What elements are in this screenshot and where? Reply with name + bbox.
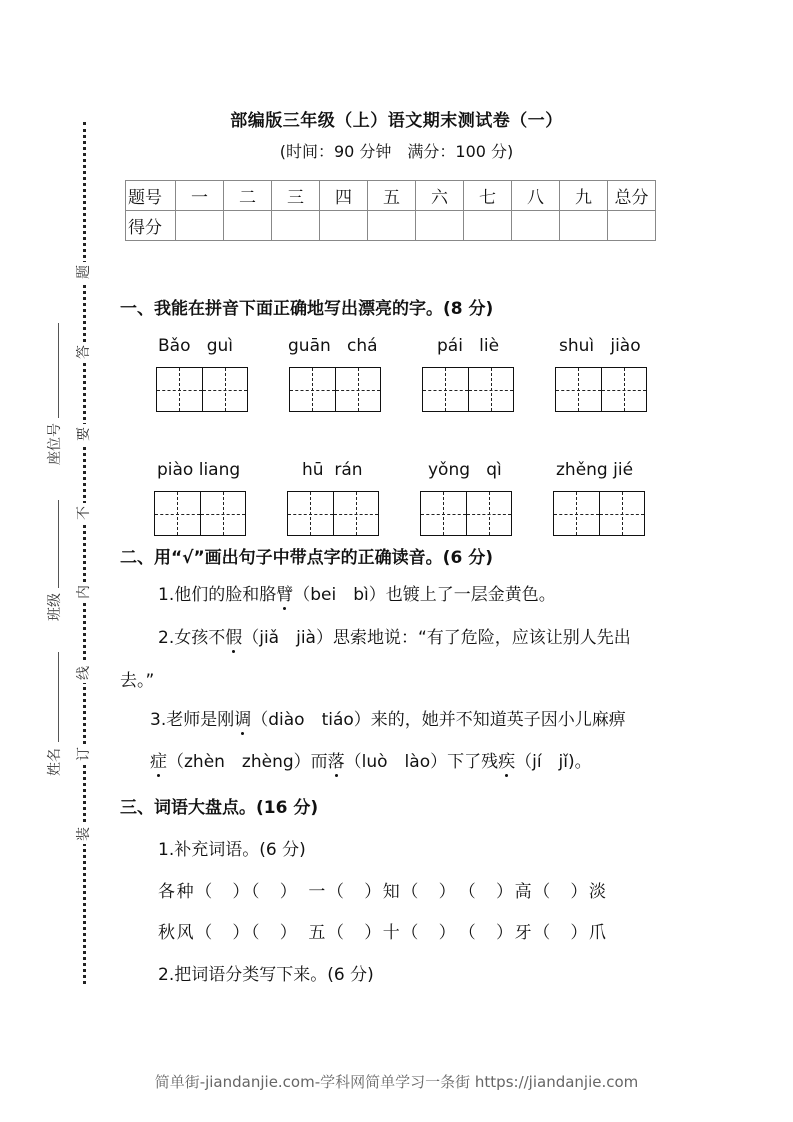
pinyin-label: shuì jiào bbox=[559, 336, 641, 356]
name-field[interactable] bbox=[58, 652, 59, 742]
writing-grid[interactable] bbox=[422, 367, 514, 412]
table-cell: 三 bbox=[272, 181, 320, 211]
binding-warning-char: 线 bbox=[74, 663, 94, 683]
text: （luò lào）下了残 bbox=[344, 752, 499, 772]
dotted-char: 假 bbox=[225, 623, 242, 648]
table-cell: 题号 bbox=[126, 181, 176, 211]
dotted-char: 臂 bbox=[276, 580, 293, 605]
score-cell[interactable] bbox=[224, 211, 272, 241]
fill-in-line[interactable]: 秋风（ ）（ ） 五（ ）十（ ） （ ）牙（ ）爪 bbox=[158, 923, 608, 943]
pinyin-label: yǒng qì bbox=[428, 460, 502, 480]
pinyin-label: piào liang bbox=[157, 460, 241, 480]
footer-watermark: 简单街-jiandanjie.com-学科网简单学习一条街 https://jiandanjie.com bbox=[154, 1073, 639, 1091]
table-cell: 八 bbox=[512, 181, 560, 211]
fill-in-line[interactable]: 各种（ ）（ ） 一（ ）知（ ） （ ）高（ ）淡 bbox=[158, 882, 608, 902]
score-cell[interactable] bbox=[560, 211, 608, 241]
dotted-char: 症 bbox=[150, 747, 167, 772]
question-2-2-continued: 去。” bbox=[120, 671, 155, 691]
table-cell: 得分 bbox=[126, 211, 176, 241]
binding-dotted-line bbox=[83, 122, 86, 984]
score-cell[interactable] bbox=[176, 211, 224, 241]
table-cell: 总分 bbox=[608, 181, 656, 211]
exam-title: 部编版三年级（上）语文期末测试卷（一） bbox=[230, 111, 563, 131]
score-cell[interactable] bbox=[272, 211, 320, 241]
writing-grid[interactable] bbox=[420, 491, 512, 536]
binding-warning-char: 不 bbox=[74, 503, 94, 523]
text: （jiǎ jià）思索地说：“有了危险，应该让别人先出 bbox=[242, 628, 631, 648]
score-cell[interactable] bbox=[368, 211, 416, 241]
name-label: 姓名 bbox=[47, 748, 63, 776]
writing-grid[interactable] bbox=[553, 491, 645, 536]
binding-warning-char: 装 bbox=[74, 824, 94, 844]
text: （jí jǐ)。 bbox=[515, 752, 592, 772]
table-cell: 二 bbox=[224, 181, 272, 211]
score-table bbox=[125, 180, 656, 241]
question-2-3 bbox=[150, 705, 626, 730]
table-cell: 七 bbox=[464, 181, 512, 211]
pinyin-label: pái liè bbox=[437, 336, 500, 356]
table-cell: 九 bbox=[560, 181, 608, 211]
score-cell[interactable] bbox=[608, 211, 656, 241]
text: 3.老师是刚 bbox=[150, 710, 235, 730]
score-cell[interactable] bbox=[320, 211, 368, 241]
writing-grid[interactable] bbox=[287, 491, 379, 536]
score-cell[interactable] bbox=[416, 211, 464, 241]
pinyin-label: hū rán bbox=[302, 460, 363, 480]
pinyin-label: zhěng jié bbox=[556, 460, 634, 480]
table-cell: 一 bbox=[176, 181, 224, 211]
binding-warning-char: 题 bbox=[74, 262, 94, 282]
exam-subtitle: (时间：90 分钟 满分：100 分) bbox=[279, 142, 514, 161]
text: 2.女孩不 bbox=[158, 628, 226, 648]
class-field[interactable] bbox=[58, 500, 59, 588]
dotted-char: 调 bbox=[234, 705, 251, 730]
score-cell[interactable] bbox=[464, 211, 512, 241]
question-2-3-continued bbox=[150, 747, 592, 772]
text: （bei bì）也镀上了一层金黄色。 bbox=[293, 585, 556, 605]
text: 1.他们的脸和胳 bbox=[158, 585, 277, 605]
binding-warning-char: 答 bbox=[74, 342, 94, 362]
section2-heading: 二、用“√”画出句子中带点字的正确读音。(6 分) bbox=[120, 548, 493, 568]
text: （zhèn zhèng）而 bbox=[167, 752, 328, 772]
section1-heading: 一、我能在拼音下面正确地写出漂亮的字。(8 分) bbox=[120, 299, 494, 319]
dotted-char: 疾 bbox=[498, 747, 515, 772]
dotted-char: 落 bbox=[328, 747, 345, 772]
pinyin-label: guān chá bbox=[288, 336, 378, 356]
writing-grid[interactable] bbox=[555, 367, 647, 412]
binding-warning-char: 内 bbox=[74, 582, 94, 602]
table-cell: 五 bbox=[368, 181, 416, 211]
score-table-header-row bbox=[126, 181, 656, 211]
writing-grid[interactable] bbox=[156, 367, 248, 412]
binding-warning-char: 要 bbox=[74, 424, 94, 444]
writing-grid[interactable] bbox=[289, 367, 381, 412]
pinyin-label: Bǎo guì bbox=[158, 336, 233, 356]
section3-heading: 三、词语大盘点。(16 分) bbox=[120, 798, 319, 818]
seat-number-label: 座位号 bbox=[47, 423, 63, 465]
score-table-score-row bbox=[126, 211, 656, 241]
question-2-1 bbox=[158, 580, 556, 605]
binding-warning-char: 订 bbox=[74, 744, 94, 764]
table-cell: 四 bbox=[320, 181, 368, 211]
writing-grid[interactable] bbox=[154, 491, 246, 536]
score-cell[interactable] bbox=[512, 211, 560, 241]
text: （diào tiáo）来的，她并不知道英子因小儿麻痹 bbox=[251, 710, 626, 730]
sub-question-heading: 2.把词语分类写下来。(6 分) bbox=[158, 965, 374, 985]
sub-question-heading: 1.补充词语。(6 分) bbox=[158, 840, 306, 860]
question-2-2 bbox=[158, 623, 631, 648]
class-label: 班级 bbox=[47, 593, 63, 621]
seat-number-field[interactable] bbox=[58, 323, 59, 418]
table-cell: 六 bbox=[416, 181, 464, 211]
